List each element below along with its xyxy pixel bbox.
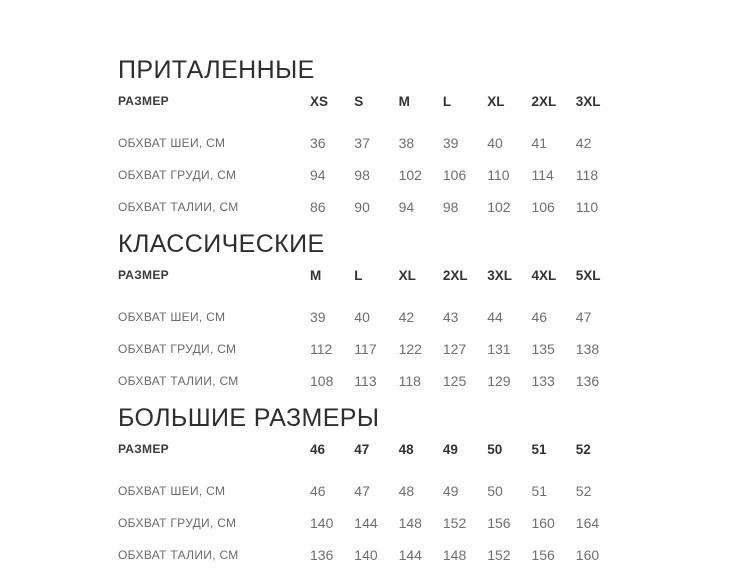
size-header-cell: S bbox=[354, 93, 364, 109]
measurement-value: 106 bbox=[531, 199, 555, 215]
measurement-value: 43 bbox=[442, 309, 459, 325]
measurement-value: 38 bbox=[398, 135, 415, 151]
size-header-cell: 3XL bbox=[487, 267, 512, 283]
measurement-row bbox=[118, 133, 743, 153]
measurement-label: ОБХВАТ ГРУДИ, СМ bbox=[118, 168, 237, 182]
size-header-cell: 52 bbox=[575, 441, 591, 457]
measurement-value: 47 bbox=[575, 309, 592, 325]
size-section-big-sizes bbox=[118, 403, 743, 565]
measurement-label: ОБХВАТ ГРУДИ, СМ bbox=[118, 516, 237, 530]
measurement-value: 50 bbox=[487, 483, 503, 499]
measurement-value: 94 bbox=[310, 167, 326, 183]
size-column-label: РАЗМЕР bbox=[118, 94, 169, 108]
measurement-row bbox=[118, 371, 743, 391]
measurement-value: 108 bbox=[310, 373, 334, 389]
measurement-value: 148 bbox=[398, 515, 422, 531]
size-header-cell: XL bbox=[398, 267, 416, 283]
measurement-value: 102 bbox=[487, 199, 511, 215]
measurement-value: 122 bbox=[398, 341, 422, 357]
measurement-value: 46 bbox=[531, 309, 548, 325]
measurement-value: 46 bbox=[310, 483, 326, 499]
measurement-value: 86 bbox=[310, 199, 326, 215]
measurement-value: 98 bbox=[354, 167, 370, 183]
section-title: БОЛЬШИЕ РАЗМЕРЫ bbox=[118, 404, 380, 432]
size-header-cell: 5XL bbox=[575, 267, 601, 283]
size-header-cell: 3XL bbox=[575, 93, 601, 109]
measurement-value: 140 bbox=[354, 547, 378, 563]
measurement-value: 39 bbox=[442, 135, 459, 151]
measurement-row bbox=[118, 165, 743, 185]
size-column-label: РАЗМЕР bbox=[118, 268, 169, 282]
measurement-value: 135 bbox=[531, 341, 555, 357]
measurement-row bbox=[118, 307, 743, 327]
measurement-value: 118 bbox=[575, 167, 599, 183]
size-header-cell: XS bbox=[310, 93, 329, 109]
measurement-value: 118 bbox=[398, 373, 421, 389]
measurement-label: ОБХВАТ ТАЛИИ, СМ bbox=[118, 374, 239, 388]
measurement-value: 144 bbox=[398, 547, 422, 563]
measurement-value: 42 bbox=[398, 309, 415, 325]
measurement-value: 160 bbox=[531, 515, 555, 531]
size-column-label: РАЗМЕР bbox=[118, 442, 169, 456]
measurement-label: ОБХВАТ ГРУДИ, СМ bbox=[118, 342, 237, 356]
size-header-cell: 51 bbox=[531, 441, 547, 457]
size-header-cell: XL bbox=[487, 93, 505, 109]
section-title: КЛАССИЧЕСКИЕ bbox=[118, 230, 325, 258]
measurement-value: 131 bbox=[487, 341, 511, 357]
measurement-value: 113 bbox=[354, 373, 377, 389]
measurement-value: 160 bbox=[575, 547, 600, 563]
measurement-value: 136 bbox=[310, 547, 334, 563]
measurement-value: 98 bbox=[442, 199, 459, 215]
measurement-value: 94 bbox=[398, 199, 415, 215]
measurement-value: 42 bbox=[575, 135, 592, 151]
size-header-row bbox=[118, 91, 743, 111]
measurement-value: 106 bbox=[442, 167, 467, 183]
size-header-cell: 49 bbox=[442, 441, 458, 457]
size-header-cell: L bbox=[354, 267, 363, 283]
measurement-value: 49 bbox=[442, 483, 459, 499]
measurement-label: ОБХВАТ ШЕИ, СМ bbox=[118, 136, 226, 150]
measurement-value: 39 bbox=[310, 309, 326, 325]
measurement-row bbox=[118, 339, 743, 359]
measurement-value: 148 bbox=[442, 547, 467, 563]
measurement-value: 90 bbox=[354, 199, 370, 215]
measurement-value: 152 bbox=[442, 515, 467, 531]
measurement-value: 117 bbox=[354, 341, 377, 357]
size-header-row bbox=[118, 439, 743, 459]
measurement-value: 40 bbox=[487, 135, 503, 151]
measurement-value: 127 bbox=[442, 341, 467, 357]
size-header-cell: L bbox=[442, 93, 452, 109]
measurement-value: 140 bbox=[310, 515, 334, 531]
size-section-fitted bbox=[118, 55, 743, 217]
measurement-value: 125 bbox=[442, 373, 467, 389]
measurement-label: ОБХВАТ ТАЛИИ, СМ bbox=[118, 548, 239, 562]
measurement-label: ОБХВАТ ШЕИ, СМ bbox=[118, 310, 226, 324]
measurement-value: 52 bbox=[575, 483, 592, 499]
measurement-value: 36 bbox=[310, 135, 326, 151]
measurement-row bbox=[118, 545, 743, 565]
section-title: ПРИТАЛЕННЫЕ bbox=[118, 56, 315, 84]
measurement-row bbox=[118, 481, 743, 501]
measurement-value: 112 bbox=[310, 341, 333, 357]
size-header-cell: 4XL bbox=[531, 267, 557, 283]
measurement-value: 144 bbox=[354, 515, 378, 531]
size-header-row bbox=[118, 265, 743, 285]
measurement-value: 37 bbox=[354, 135, 370, 151]
measurement-value: 41 bbox=[531, 135, 548, 151]
measurement-value: 110 bbox=[487, 167, 510, 183]
measurement-value: 40 bbox=[354, 309, 370, 325]
measurement-value: 47 bbox=[354, 483, 370, 499]
measurement-value: 129 bbox=[487, 373, 511, 389]
measurement-row bbox=[118, 197, 743, 217]
measurement-value: 133 bbox=[531, 373, 555, 389]
size-header-cell: 2XL bbox=[531, 93, 557, 109]
size-header-cell: 46 bbox=[310, 441, 326, 457]
measurement-value: 152 bbox=[487, 547, 511, 563]
measurement-value: 136 bbox=[575, 373, 600, 389]
measurement-value: 51 bbox=[531, 483, 548, 499]
measurement-value: 156 bbox=[531, 547, 555, 563]
measurement-label: ОБХВАТ ТАЛИИ, СМ bbox=[118, 200, 239, 214]
measurement-value: 156 bbox=[487, 515, 511, 531]
measurement-value: 114 bbox=[531, 167, 554, 183]
size-header-cell: 48 bbox=[398, 441, 414, 457]
size-section-classic bbox=[118, 229, 743, 391]
size-header-cell: 2XL bbox=[442, 267, 468, 283]
size-header-cell: M bbox=[310, 267, 322, 283]
measurement-label: ОБХВАТ ШЕИ, СМ bbox=[118, 484, 226, 498]
size-header-cell: M bbox=[398, 93, 410, 109]
measurement-value: 48 bbox=[398, 483, 415, 499]
measurement-value: 110 bbox=[575, 199, 599, 215]
measurement-value: 164 bbox=[575, 515, 600, 531]
measurement-value: 138 bbox=[575, 341, 600, 357]
size-header-cell: 47 bbox=[354, 441, 370, 457]
measurement-value: 44 bbox=[487, 309, 503, 325]
measurement-row bbox=[118, 513, 743, 533]
size-header-cell: 50 bbox=[487, 441, 503, 457]
measurement-value: 102 bbox=[398, 167, 422, 183]
